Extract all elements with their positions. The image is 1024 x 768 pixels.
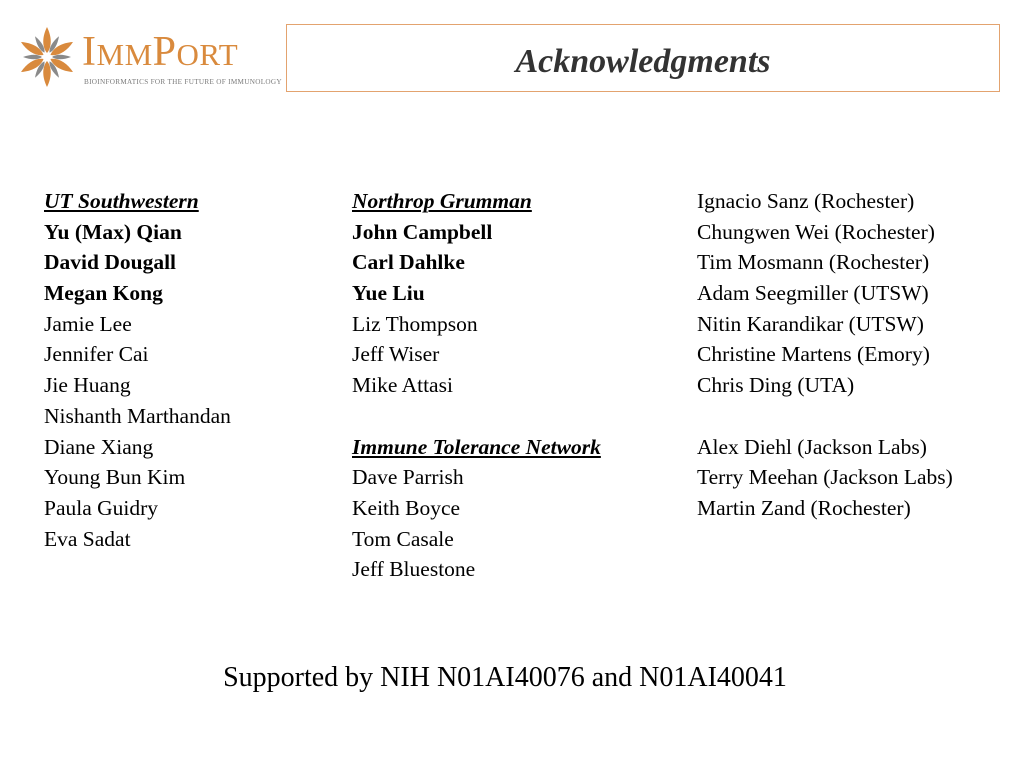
name: Jeff Wiser [352, 342, 440, 367]
name: Chris Ding (UTA) [697, 373, 855, 398]
logo-tagline: BIOINFORMATICS FOR THE FUTURE OF IMMUNOLOGY [84, 78, 282, 86]
spacer [352, 401, 601, 432]
name: Ignacio Sanz (Rochester) [697, 189, 915, 213]
group-header-ut-southwestern: UT Southwestern [44, 189, 199, 213]
name-bold: John Campbell [352, 219, 493, 244]
immport-star-icon [16, 24, 78, 90]
name: Paula Guidry [44, 495, 159, 520]
column-ut-southwestern [44, 186, 231, 554]
name: Dave Parrish [352, 465, 464, 490]
spacer [697, 401, 953, 432]
title-box [286, 24, 1000, 92]
page-title: Acknowledgments [515, 43, 771, 80]
logo-letters-mm: MM [96, 37, 153, 72]
name: Keith Boyce [352, 495, 461, 520]
logo-letters-ort: ORT [176, 37, 239, 72]
name: Jie Huang [44, 373, 131, 398]
column-collaborators [697, 186, 953, 524]
immport-logo [16, 24, 282, 94]
name-bold: Megan Kong [44, 281, 163, 306]
name: Jennifer Cai [44, 342, 149, 367]
name: Mike Attasi [352, 373, 453, 398]
name: Nishanth Marthandan [44, 403, 231, 428]
name: Eva Sadat [44, 526, 131, 551]
group-header-immune-tolerance-network: Immune Tolerance Network [352, 434, 601, 459]
name: Terry Meehan (Jackson Labs) [697, 465, 953, 490]
name: Chungwen Wei (Rochester) [697, 219, 935, 244]
name: Alex Diehl (Jackson Labs) [697, 434, 927, 459]
name: Adam Seegmiller (UTSW) [697, 281, 929, 306]
name: Tim Mosmann (Rochester) [697, 250, 930, 275]
column-northrop-itn [352, 186, 601, 585]
name-bold: Carl Dahlke [352, 250, 465, 275]
name-bold: Yu (Max) Qian [44, 219, 182, 244]
name: Diane Xiang [44, 434, 154, 459]
name: Nitin Karandikar (UTSW) [697, 311, 924, 336]
name: Tom Casale [352, 526, 454, 551]
name: Christine Martens (Emory) [697, 342, 930, 367]
logo-letter-i: I [82, 29, 97, 75]
name: Martin Zand (Rochester) [697, 495, 911, 520]
name: Young Bun Kim [44, 465, 186, 490]
name: Jamie Lee [44, 311, 132, 336]
name: Liz Thompson [352, 311, 478, 336]
name: Jeff Bluestone [352, 557, 476, 582]
funding-statement: Supported by NIH N01AI40076 and N01AI40041 [223, 662, 787, 693]
logo-letter-p: P [152, 29, 177, 75]
group-header-northrop-grumman: Northrop Grumman [352, 189, 532, 213]
name-bold: Yue Liu [352, 281, 425, 306]
logo-wordmark [82, 30, 238, 77]
name-bold: David Dougall [44, 250, 177, 275]
